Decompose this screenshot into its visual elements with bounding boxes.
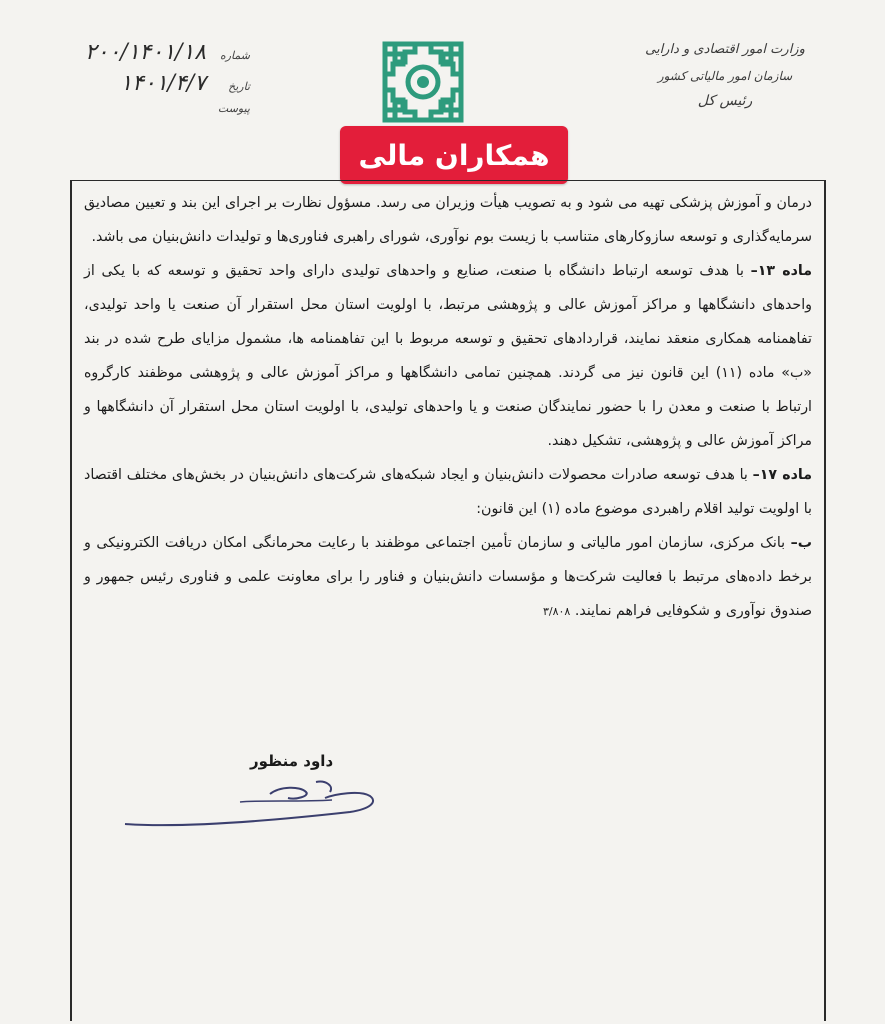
- number-value: ۲۰۰/۱۴۰۱/۱۸: [84, 40, 206, 65]
- article-13-text: با هدف توسعه ارتباط دانشگاه با صنعت، صنایع و واحدهای تولیدی دارای واحد تحقیق و توسعه که با یکی از واحدهای دانشگاهها و مراکز آموزش عالی و پژوهشی مرتبط، با اولویت استان محل استقرار آن صنعت یا واحد تولیدی، تفاهمنامه همکاری منعقد نمایند، قراردادهای تحقیق و توسعه مربوط با این تفاهمنامه ها، مشمول مزایای طرح شده در بند «ب» ماده (۱۱) این قانون نیز می گردند. همچنین تمامی دانشگاهها و مراکز آموزش عالی و پژوهشی موظفند کارگروه ارتباط با صنعت و معدن را با حضور نمایندگان صنعت و یا واحدهای تولیدی، با اولویت استان محل استقرار آن دانشگاهها و مراکز آموزش عالی و پژوهشی، تشکیل دهند.: [84, 263, 812, 449]
- article-17-label: ماده ۱۷–: [752, 467, 812, 483]
- number-label: شماره: [219, 49, 250, 62]
- watermark-badge: همکاران مالی: [340, 126, 568, 184]
- paragraph-article-13: [84, 254, 812, 458]
- organization-name: سازمان امور مالیاتی کشور: [657, 69, 793, 83]
- ministry-name: وزارت امور اقتصادی و دارایی: [645, 42, 805, 57]
- paragraph-article-17: [84, 458, 812, 526]
- article-17-text: با هدف توسعه صادرات محصولات دانش‌بنیان و ایجاد شبکه‌های شرکت‌های دانش‌بنیان در بخش‌های مختلف اقتصاد با اولویت تولید اقلام راهبردی موضوع ماده (۱) این قانون:: [84, 467, 812, 517]
- number-row: [60, 40, 250, 65]
- tax-organization-emblem-icon: [381, 40, 465, 124]
- paragraph-clause-b: [84, 526, 812, 629]
- letterhead: [625, 42, 825, 109]
- head-title: رئیس کل: [697, 93, 753, 109]
- date-label: تاریخ: [228, 80, 250, 93]
- letter-body: [84, 186, 812, 629]
- attachment-label: پیوست: [217, 102, 250, 115]
- date-value: ۱۴۰۱/۴/۷: [120, 71, 206, 96]
- signatory-name: داود منظور: [250, 752, 334, 770]
- reference-code: ۳/۸۰۸: [543, 605, 571, 618]
- letter-meta: [60, 40, 250, 121]
- date-row: [60, 71, 250, 96]
- clause-b-text: بانک مرکزی، سازمان امور مالیاتی و سازمان تأمین اجتماعی موظفند با رعایت محرمانگی امکان دریافت الکترونیکی و برخط داده‌های مرتبط با فعالیت شرکت‌ها و مؤسسات دانش‌بنیان و فناور را برای معاونت علمی و فناوری رئیس جمهور و صندوق نوآوری و شکوفایی فراهم نمایند.: [84, 535, 812, 619]
- article-13-label: ماده ۱۳–: [750, 263, 812, 279]
- attachment-row: [60, 102, 250, 115]
- signature-scribble-icon: [120, 772, 390, 832]
- paragraph-intro: درمان و آموزش پزشکی تهیه می شود و به تصویب هیأت وزیران می رسد. مسؤول نظارت بر اجرای این بند و تعیین مصادیق سرمایه‌گذاری و توسعه سازوکارهای متناسب با زیست بوم نوآوری، شورای راهبری فناوری‌ها و تولیدات دانش‌بنیان می باشد.: [84, 195, 812, 245]
- clause-b-label: ب–: [790, 535, 812, 551]
